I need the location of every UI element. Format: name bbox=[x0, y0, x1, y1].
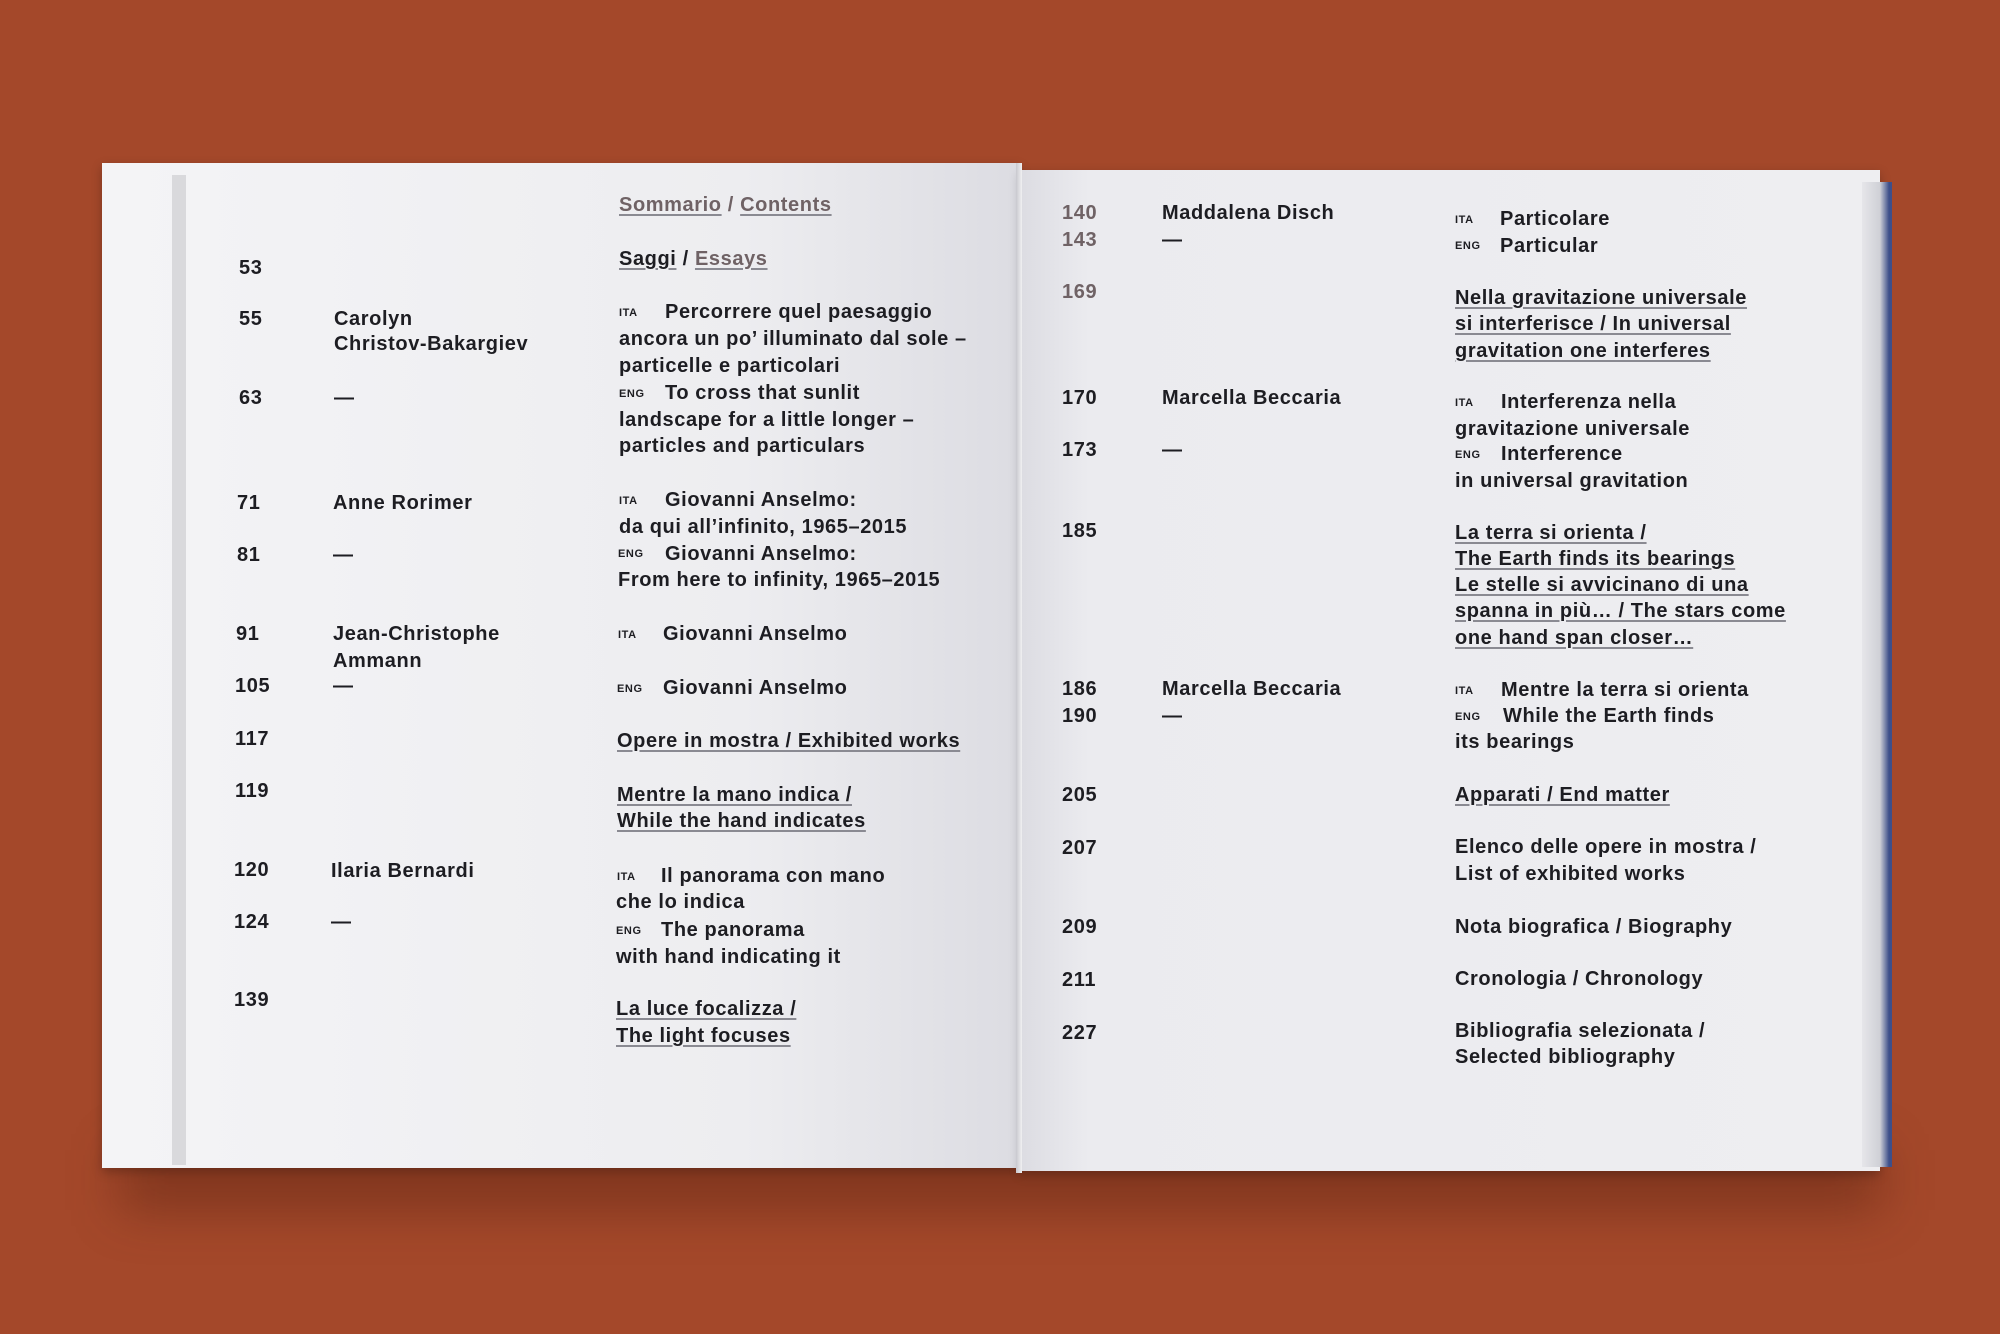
toc-line: Mentre la terra si orienta bbox=[1501, 679, 1749, 701]
toc-line: gravitation one interferes bbox=[1455, 340, 1711, 362]
page-number: 190 bbox=[1062, 705, 1098, 727]
page-number: 140 bbox=[1062, 202, 1098, 224]
toc-line: La terra si orienta / bbox=[1455, 522, 1647, 544]
section-essays bbox=[619, 246, 768, 272]
author: Christov-Bakargiev bbox=[334, 333, 529, 355]
lang-tag-eng: ENG bbox=[1455, 240, 1481, 252]
toc-line: Particolare bbox=[1500, 208, 1610, 230]
page-number: 207 bbox=[1062, 837, 1098, 859]
toc-line: Particular bbox=[1500, 235, 1599, 257]
page-number: 119 bbox=[235, 780, 270, 802]
sep: / bbox=[682, 248, 689, 270]
section-end-matter: Apparati / End matter bbox=[1455, 784, 1670, 806]
toc-line: While the hand indicates bbox=[617, 810, 866, 832]
toc-line: Interferenza nella bbox=[1501, 391, 1677, 413]
lang-tag-ita: ITA bbox=[1455, 685, 1474, 697]
lang-tag-ita: ITA bbox=[1455, 214, 1474, 226]
dash: — bbox=[1162, 229, 1183, 251]
lang-tag-eng: ENG bbox=[617, 683, 643, 695]
toc-line: Il panorama con mano bbox=[661, 865, 886, 887]
page-number: 120 bbox=[234, 859, 270, 881]
author: Carolyn bbox=[334, 308, 413, 330]
toc-line: da qui all’infinito, 1965–2015 bbox=[619, 516, 908, 538]
book-spine bbox=[1016, 163, 1022, 1173]
author: Maddalena Disch bbox=[1162, 202, 1335, 224]
author: Ilaria Bernardi bbox=[331, 860, 475, 882]
toc-line: Nota biografica / Biography bbox=[1455, 916, 1733, 938]
page-number: 211 bbox=[1062, 969, 1097, 991]
author: Ammann bbox=[333, 650, 423, 672]
toc-line: Elenco delle opere in mostra / bbox=[1455, 836, 1757, 858]
toc-line: From here to infinity, 1965–2015 bbox=[618, 569, 941, 591]
toc-line: spanna in più… / The stars come bbox=[1455, 600, 1786, 622]
right-page bbox=[1020, 170, 1880, 1171]
lang-tag-ita: ITA bbox=[619, 307, 638, 319]
toc-line: Giovanni Anselmo bbox=[663, 677, 848, 699]
toc-line: Percorrere quel paesaggio bbox=[665, 301, 933, 323]
dash: — bbox=[334, 387, 355, 409]
toc-line: Giovanni Anselmo: bbox=[665, 543, 857, 565]
author: Anne Rorimer bbox=[333, 492, 473, 514]
page-number: 63 bbox=[239, 387, 263, 409]
toc-line: gravitazione universale bbox=[1455, 418, 1691, 440]
heading-eng: Contents bbox=[740, 194, 832, 216]
page-number: 124 bbox=[234, 911, 270, 933]
toc-line: Bibliografia selezionata / bbox=[1455, 1020, 1706, 1042]
dash: — bbox=[333, 544, 354, 566]
lang-tag-eng: ENG bbox=[616, 925, 642, 937]
toc-line: its bearings bbox=[1455, 731, 1575, 753]
toc-line: particles and particulars bbox=[619, 435, 866, 457]
page-number: 185 bbox=[1062, 520, 1098, 542]
dash: — bbox=[1162, 439, 1183, 461]
page-number: 117 bbox=[235, 728, 270, 750]
page-number: 71 bbox=[237, 492, 261, 514]
lang-tag-ita: ITA bbox=[618, 629, 637, 641]
toc-line: one hand span closer… bbox=[1455, 627, 1694, 649]
toc-line: Interference bbox=[1501, 443, 1623, 465]
toc-line: To cross that sunlit bbox=[665, 382, 860, 404]
lang-tag-eng: ENG bbox=[1455, 449, 1481, 461]
page-number: 209 bbox=[1062, 916, 1098, 938]
lang-tag-ita: ITA bbox=[1455, 397, 1474, 409]
author: Marcella Beccaria bbox=[1162, 387, 1342, 409]
dash: — bbox=[333, 675, 354, 697]
toc-line: Giovanni Anselmo: bbox=[665, 489, 857, 511]
page-number: 53 bbox=[239, 257, 263, 279]
section-ita: Saggi bbox=[619, 248, 677, 270]
contents-heading bbox=[619, 192, 832, 218]
toc-line: with hand indicating it bbox=[616, 946, 841, 968]
page-number: 55 bbox=[239, 308, 263, 330]
toc-line: The light focuses bbox=[616, 1025, 791, 1047]
toc-line: Le stelle si avvicinano di una bbox=[1455, 574, 1749, 596]
page-number: 173 bbox=[1062, 439, 1098, 461]
toc-line: La luce focalizza / bbox=[616, 998, 797, 1020]
toc-line: List of exhibited works bbox=[1455, 863, 1686, 885]
section-exhibited-works: Opere in mostra / Exhibited works bbox=[617, 730, 961, 752]
toc-line: ancora un po’ illuminato dal sole – bbox=[619, 328, 967, 350]
page-number: 169 bbox=[1062, 281, 1098, 303]
toc-line: in universal gravitation bbox=[1455, 470, 1689, 492]
page-number: 205 bbox=[1062, 784, 1098, 806]
toc-line: Giovanni Anselmo bbox=[663, 623, 848, 645]
heading-ita: Sommario bbox=[619, 194, 722, 216]
toc-line: Nella gravitazione universale bbox=[1455, 287, 1747, 309]
page-number: 186 bbox=[1062, 678, 1098, 700]
lang-tag-ita: ITA bbox=[617, 871, 636, 883]
page-number: 170 bbox=[1062, 387, 1098, 409]
toc-line: si interferisce / In universal bbox=[1455, 313, 1731, 335]
lang-tag-eng: ENG bbox=[1455, 711, 1481, 723]
author: Jean-Christophe bbox=[333, 623, 500, 645]
toc-line: While the Earth finds bbox=[1503, 705, 1715, 727]
page-number: 81 bbox=[237, 544, 261, 566]
toc-line: particelle e particolari bbox=[619, 355, 841, 377]
toc-line: Cronologia / Chronology bbox=[1455, 968, 1704, 990]
page-number: 105 bbox=[235, 675, 271, 697]
lang-tag-ita: ITA bbox=[619, 495, 638, 507]
toc-line: landscape for a little longer – bbox=[619, 409, 915, 431]
lang-tag-eng: ENG bbox=[619, 388, 645, 400]
page-number: 91 bbox=[236, 623, 260, 645]
toc-line: The Earth finds its bearings bbox=[1455, 548, 1736, 570]
right-page-edge bbox=[1862, 182, 1892, 1167]
toc-line: Selected bibliography bbox=[1455, 1046, 1676, 1068]
dash: — bbox=[331, 911, 352, 933]
left-page-edge bbox=[172, 175, 186, 1165]
section-eng: Essays bbox=[694, 248, 768, 270]
page-number: 227 bbox=[1062, 1022, 1098, 1044]
toc-line: che lo indica bbox=[616, 891, 745, 913]
toc-line: Mentre la mano indica / bbox=[617, 784, 852, 806]
author: Marcella Beccaria bbox=[1162, 678, 1342, 700]
lang-tag-eng: ENG bbox=[618, 548, 644, 560]
page-number: 143 bbox=[1062, 229, 1098, 251]
toc-line: The panorama bbox=[661, 919, 805, 941]
sep: / bbox=[727, 194, 734, 216]
dash: — bbox=[1162, 705, 1183, 727]
page-number: 139 bbox=[234, 989, 270, 1011]
